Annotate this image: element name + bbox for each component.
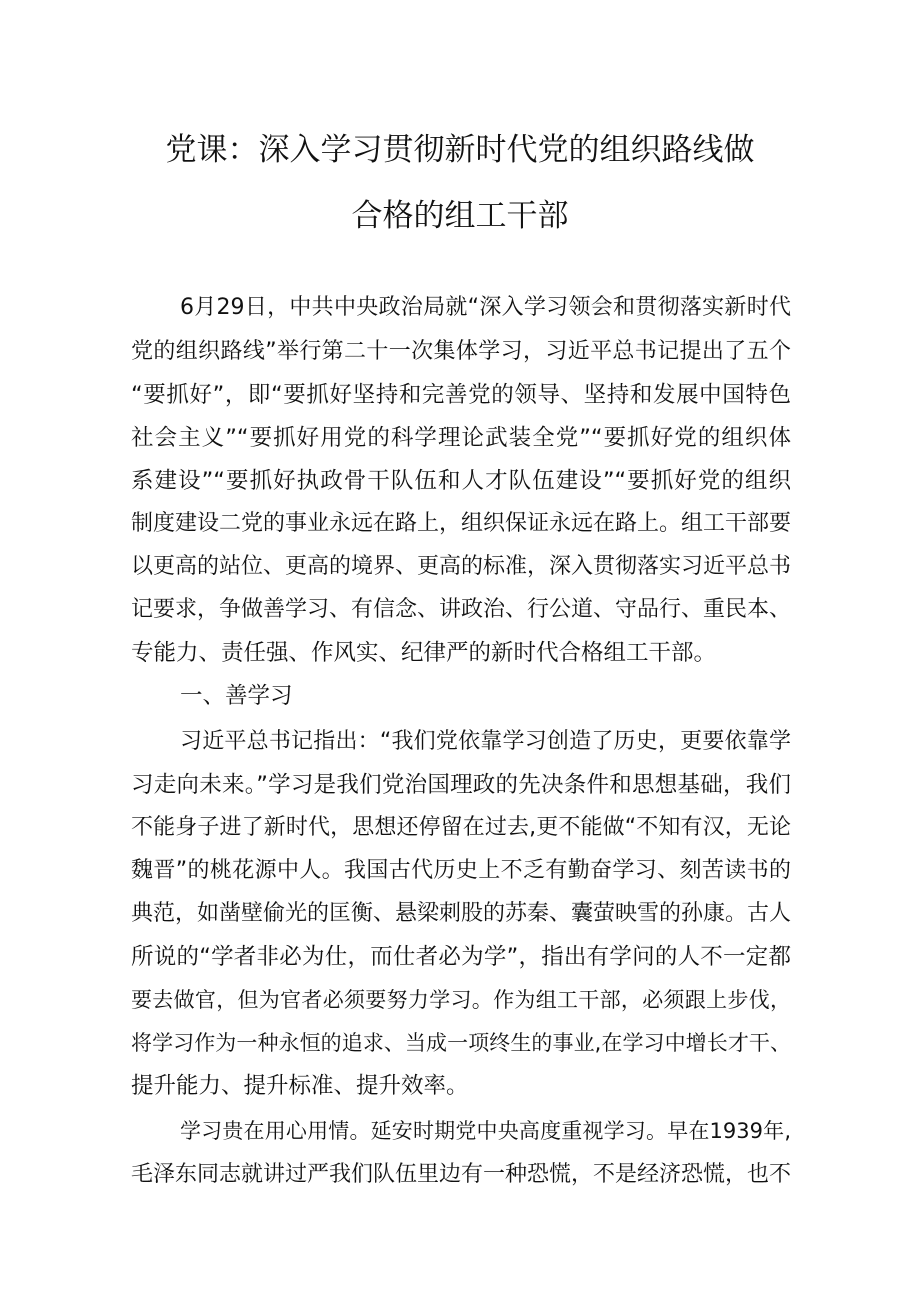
document-title-line-2: 合格的组工干部 [351, 198, 569, 234]
paragraph-2-line-4: 魏晋”的桃花源中人。我国古代历史上不乏有勤奋学习、刻苦读书的 [131, 858, 791, 883]
paragraph-1-line-2: 党的组织路线”举行第二十一次集体学习，习近平总书记提出了五个 [131, 339, 791, 364]
paragraph-2-line-8: 将学习作为一种永恒的追求、当成一项终生的事业,在学习中增长才干、 [131, 1031, 791, 1055]
paragraph-2-line-3: 不能身子进了新时代，思想还停留在过去,更不能做“不知有汉，无论 [131, 815, 791, 840]
paragraph-1-line-8: 记要求，争做善学习、有信念、讲政治、行公道、守品行、重民本、 [131, 597, 791, 622]
paragraph-2-line-6: 所说的“学者非必为仕，而仕者必为学”，指出有学问的人不一定都 [131, 944, 791, 970]
paragraph-2-line-7: 要去做官，但为官者必须要努力学习。作为组工干部，必须跟上步伐， [131, 988, 791, 1012]
paragraph-2-line-9: 提升能力、提升标准、提升效率。 [131, 1073, 469, 1099]
paragraph-1-line-1: 6月29日，中共中央政治局就“深入学习领会和贯彻落实新时代 [180, 295, 791, 320]
paragraph-2-line-5: 典范，如凿壁偷光的匡衡、悬梁刺股的苏秦、囊萤映雪的孙康。古人 [131, 901, 791, 926]
paragraph-1-line-3: “要抓好”，即“要抓好坚持和完善党的领导、坚持和发展中国特色 [131, 382, 791, 408]
paragraph-1-line-5: 系建设”“要抓好执政骨干队伍和人才队伍建设”“要抓好党的组织 [131, 468, 791, 494]
paragraph-2-line-1: 习近平总书记指出：“我们党依靠学习创造了历史，更要依靠学 [180, 729, 791, 754]
paragraph-1-line-9: 专能力、责任强、作风实、纪律严的新时代合格组工干部。 [131, 640, 717, 666]
document-title-line-1: 党课：深入学习贯彻新时代党的组织路线做 [165, 132, 755, 168]
paragraph-1-line-7: 以更高的站位、更高的境界、更高的标准，深入贯彻落实习近平总书 [131, 554, 791, 579]
paragraph-3-line-2: 毛泽东同志就讲过严我们队伍里边有一种恐慌，不是经济恐慌，也不 [131, 1162, 791, 1187]
paragraph-1-line-6: 制度建设二党的事业永远在路上，组织保证永远在路上。组工干部要 [131, 511, 791, 536]
section-heading-1: 一、善学习 [180, 683, 293, 709]
paragraph-3-line-1: 学习贵在用心用情。延安时期党中央高度重视学习。早在1939年, [180, 1119, 791, 1143]
paragraph-1-line-4: 社会主义”“要抓好用党的科学理论武装全党”“要抓好党的组织体 [131, 425, 791, 451]
paragraph-2-line-2: 习走向未来。”学习是我们党治国理政的先决条件和思想基础，我们 [131, 772, 791, 798]
